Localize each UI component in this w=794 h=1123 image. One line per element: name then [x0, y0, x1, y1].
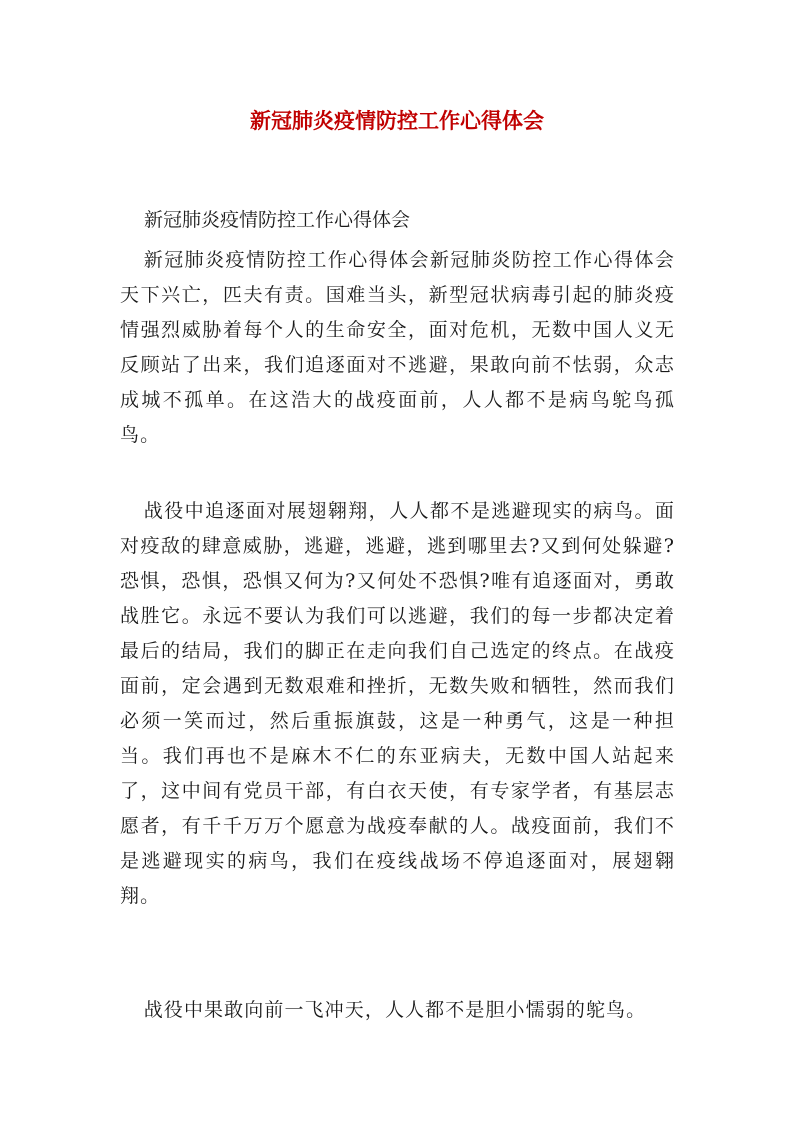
- body-paragraph: 战役中果敢向前一飞冲天，人人都不是胆小懦弱的鸵鸟。: [143, 999, 647, 1021]
- body-paragraph: 战役中追逐面对展翅翱翔，人人都不是逃避现实的病鸟。面对疫敌的肆意威胁，逃避，逃避，逃到哪里去?又到何处躲避?恐惧，恐惧，恐惧又何为?又何处不恐惧?唯有追逐面对，勇敢战胜它。永远不要认为我们可以逃避，我们的每一步都决定着最后的结局，我们的脚正在走向我们自己选定的终点。在战疫面前，定会遇到无数艰难和挫折，无数失败和牺牲，然而我们必须一笑而过，然后重振旗鼓，这是一种勇气，这是一种担当。我们再也不是麻木不仁的东亚病夫，无数中国人站起来了，这中间有党员干部，有白衣天使，有专家学者，有基层志愿者，有千千万万个愿意为战疫奉献的人。战疫面前，我们不是逃避现实的病鸟，我们在疫线战场不停追逐面对，展翅翱翔。: [120, 500, 675, 907]
- document-title: 新冠肺炎疫情防控工作心得体会: [250, 108, 544, 133]
- document-subtitle: 新冠肺炎疫情防控工作心得体会: [144, 209, 411, 231]
- body-paragraph: 新冠肺炎疫情防控工作心得体会新冠肺炎防控工作心得体会天下兴亡，匹夫有责。国难当头，新型冠状病毒引起的肺炎疫情强烈威胁着每个人的生命安全，面对危机，无数中国人义无反顾站了出来，我们追逐面对不逃避，果敢向前不怯弱，众志成城不孤单。在这浩大的战疫面前，人人都不是病鸟鸵鸟孤鸟。: [120, 249, 675, 446]
